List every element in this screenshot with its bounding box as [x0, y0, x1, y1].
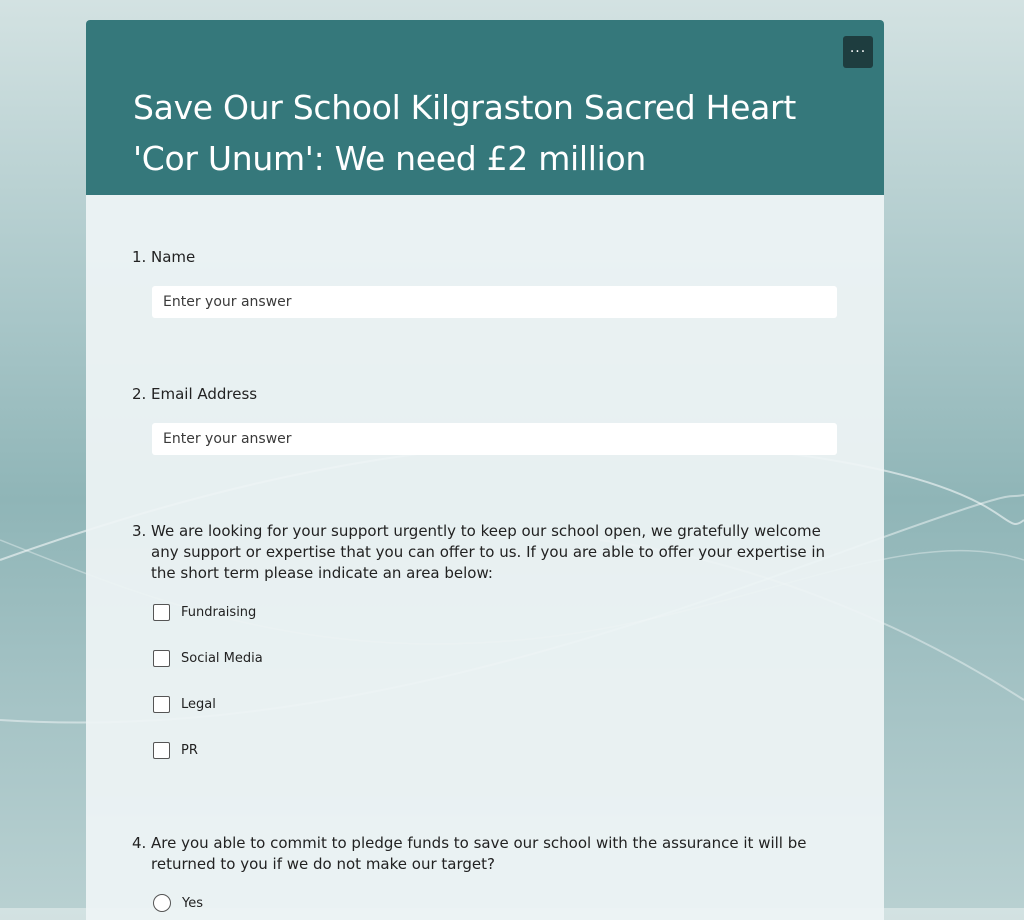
- question-label: Are you able to commit to pledge funds to save our school with the assurance it will be returned to you if we do not make our target?: [151, 834, 807, 873]
- radio-button[interactable]: [153, 894, 171, 912]
- question-number: 1.: [132, 248, 147, 266]
- email-input[interactable]: [152, 423, 837, 455]
- option-label: Yes: [182, 895, 203, 911]
- checkbox[interactable]: [153, 650, 170, 667]
- question-number: 2.: [132, 385, 147, 403]
- question-label: Name: [151, 248, 196, 266]
- checkbox[interactable]: [153, 604, 170, 621]
- option-label: Legal: [181, 697, 216, 712]
- question-expertise: [132, 521, 842, 584]
- more-options-button[interactable]: [843, 36, 873, 68]
- option-label: Fundraising: [181, 605, 257, 620]
- question-label: Email Address: [151, 385, 258, 403]
- checkbox-option-legal[interactable]: [153, 696, 216, 713]
- option-label: PR: [181, 743, 198, 758]
- checkbox[interactable]: [153, 742, 170, 759]
- question-email: [132, 384, 842, 405]
- question-number: 4.: [132, 834, 147, 852]
- checkbox-option-social-media[interactable]: [153, 650, 263, 667]
- form-title: Save Our School Kilgraston Sacred Heart 'Cor Unum': We need £2 million: [133, 88, 796, 178]
- checkbox-option-pr[interactable]: [153, 742, 198, 759]
- question-label: We are looking for your support urgently to keep our school open, we gratefully welcome any support or expertise that you can offer to us. If you are able to offer your expertise in the short term please indicate an area below:: [151, 522, 826, 582]
- form-header: [86, 20, 884, 195]
- question-pledge: [132, 833, 842, 875]
- checkbox[interactable]: [153, 696, 170, 713]
- option-label: Social Media: [181, 651, 263, 666]
- checkbox-option-fundraising[interactable]: [153, 604, 256, 621]
- radio-option-yes[interactable]: [153, 894, 203, 912]
- more-horizontal-icon: ···: [849, 44, 867, 60]
- question-name: [132, 247, 842, 268]
- form-card: [86, 20, 884, 920]
- name-input[interactable]: [152, 286, 837, 318]
- question-number: 3.: [132, 522, 147, 540]
